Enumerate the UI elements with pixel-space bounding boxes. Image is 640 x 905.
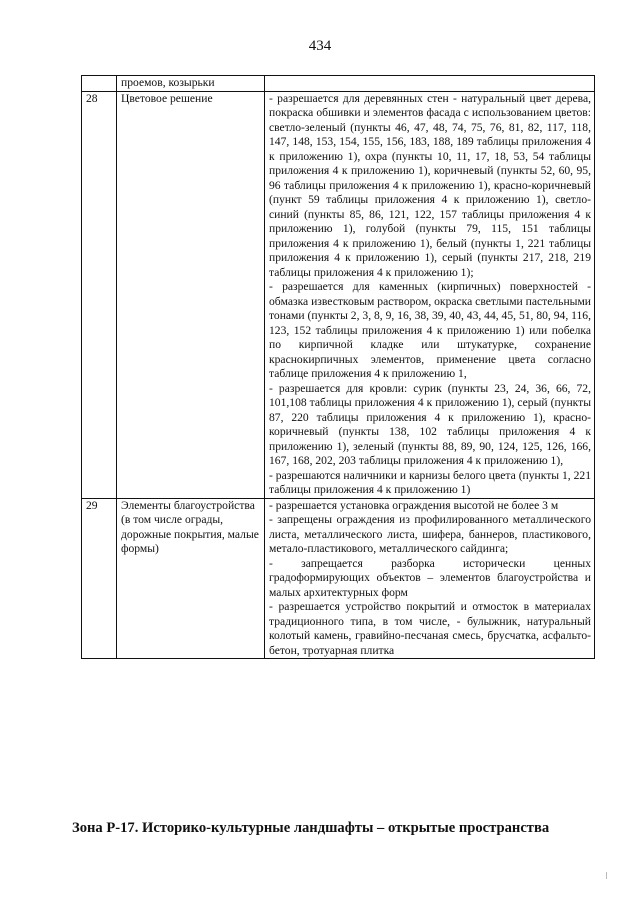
list-item: - разрешаются наличники и карнизы белого цвета (пункты 1, 221 таблицы приложения 4 к приложению 1) [269,468,591,496]
list-item: - запрещается разборка исторически ценных градоформирующих объектов – элементов благоустройства и малых архитектурных форм [269,556,591,599]
list-item: - разрешается установка ограждения высотой не более 3 м [269,498,559,512]
list-item: - разрешается устройство покрытий и отмосток в материалах традиционного типа, в том числе, - булыжник, натуральный колотый камень, гравийно-песчаная смесь, брусчатка, асфальто-бетон, тротуарная плитка [269,600,591,657]
table-row [82,76,595,92]
row-number-cell: 28 [82,91,117,498]
row-number-cell [82,76,117,92]
zone-heading: Зона Р-17. Историко-культурные ландшафты – открытые пространства [72,820,550,836]
regulations-table [81,75,595,659]
row-name-cell: Элементы благоустройства (в том числе ограды, дорожные покрытия, малые формы) [117,498,265,659]
list-item: - разрешается для каменных (кирпичных) поверхностей - обмазка известковым раствором, окраска светлыми пастельными тонами (пункты 2, 3, 8, 9, 16, 38, 39, 40, 43, 44, 45, 51, 80, 94, 116, 123, 152 таблицы приложения 4 к приложению 1) или побелка по кирпичной кладке или штукатурке, сохранение краснокирпичных элементов, применение цвета согласно таблице приложения 4 к приложению 1, [269,280,591,380]
scan-edge-mark [606,872,607,879]
row-name-cell: проемов, козырьки [117,76,265,92]
row-name-cell: Цветовое решение [117,91,265,498]
table-row [82,91,595,498]
page-number: 434 [308,38,332,54]
row-number-cell: 29 [82,498,117,659]
row-content-cell [265,76,595,92]
list-item: - разрешается для деревянных стен - натуральный цвет дерева, покраска обшивки и элементов фасада с использованием цветов: светло-зеленый (пункты 46, 47, 48, 74, 75, 76, 81, 82, 117, 118, 147, 148, 153, 154, 155, 156, 183, 188, 189 таблицы приложения 4 к приложению 1), охра (пункты 10, 11, 17, 18, 53, 54 таблицы приложения 4 к приложению 1), коричневый (пункты 52, 60, 95, 96 таблицы приложения 4 к приложению 1), красно-коричневый (пункт 59 таблицы приложения 4 к приложению 1), светло-синий (пункты 85, 86, 121, 122, 157 таблицы приложения 4 к приложению 1), голубой (пункты 79, 115, 151 таблицы приложения 4 к приложению 1), белый (пункты 1, 221 таблицы приложения 4 к приложению 1), серый (пункты 217, 218, 219 таблицы приложения 4 к приложению 1); [269,91,591,279]
row-content-cell [265,498,595,659]
list-item: - запрещены ограждения из профилированного металлического листа, металлического листа, шифера, баннеров, пластикового, метало-пластикового, металлического сайдинга; [269,513,591,555]
table-row [82,498,595,659]
row-content-cell [265,91,595,498]
list-item: - разрешается для кровли: сурик (пункты 23, 24, 36, 66, 72, 101,108 таблицы приложения 4 к приложению 1), серый (пункты 87, 220 таблицы приложения 4 к приложению 1), красно-коричневый (пункты 138, 102 таблицы приложения 4 к приложению 1), зеленый (пункты 88, 89, 90, 124, 125, 126, 166, 167, 168, 202, 203 таблицы приложения 4 к приложению 1), [269,381,591,467]
